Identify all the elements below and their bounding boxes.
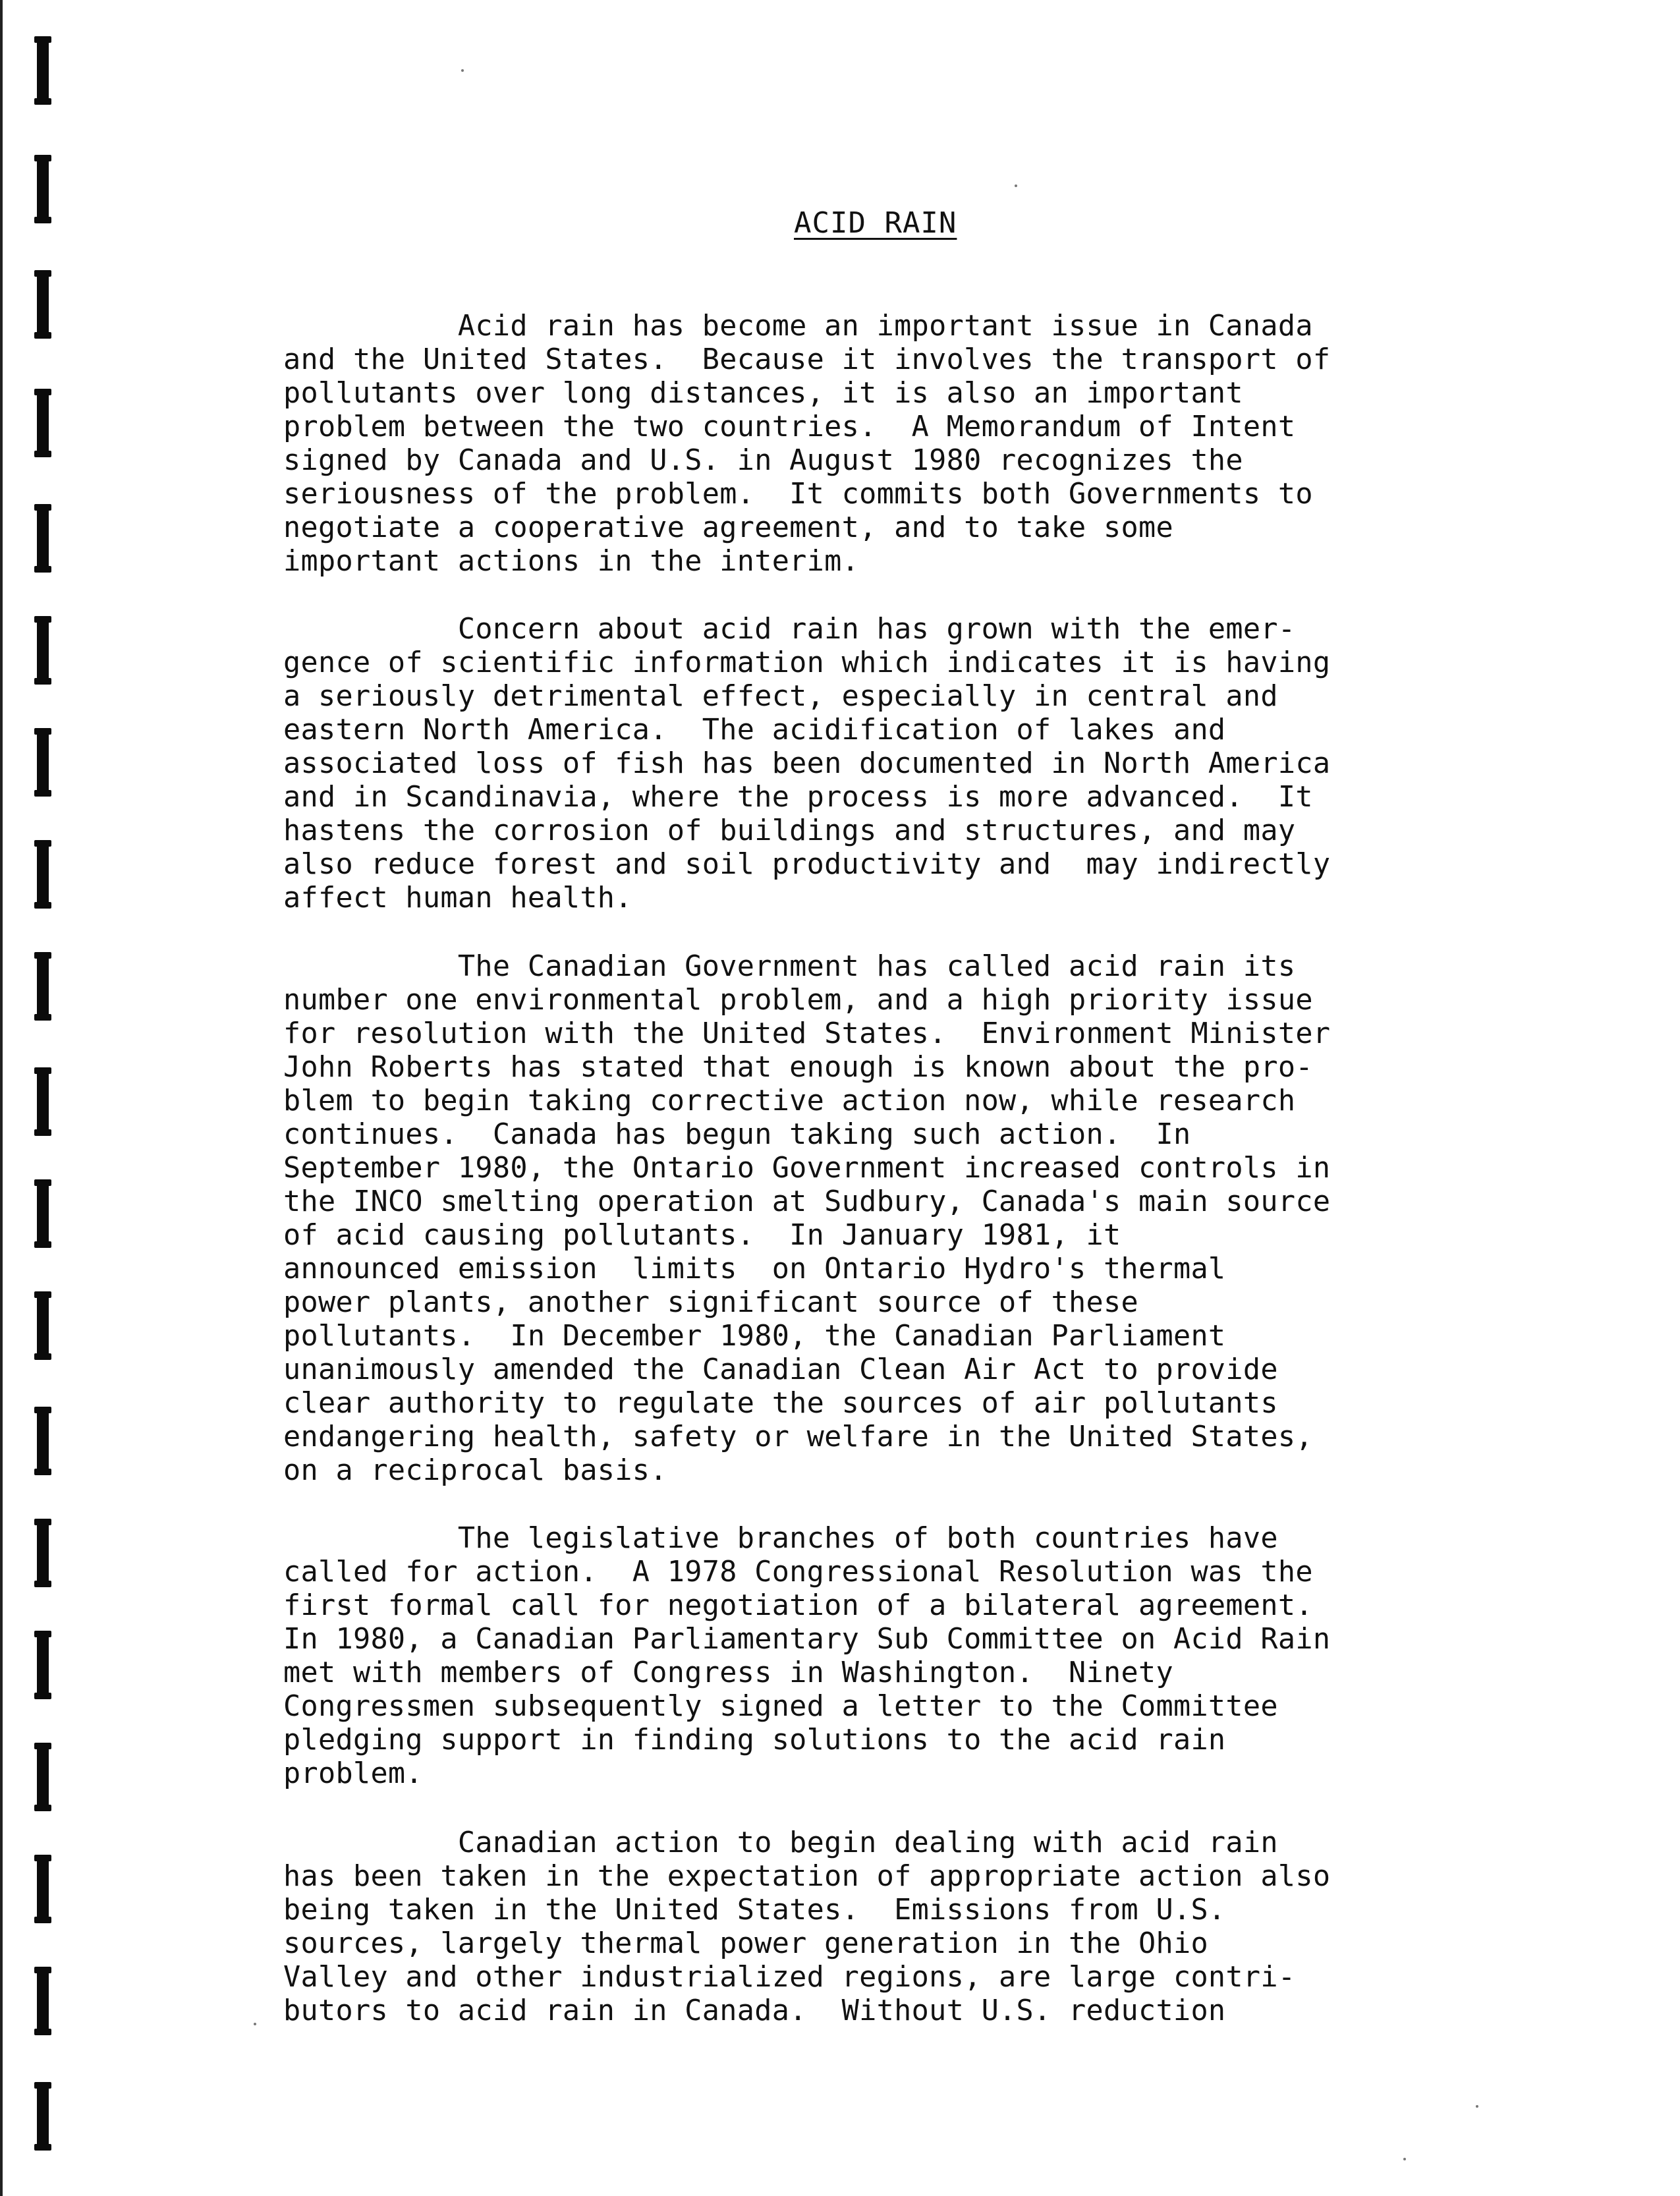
text-line: eastern North America. The acidification of lakes and	[283, 714, 1226, 746]
text-line: number one environmental problem, and a high priority issue	[283, 984, 1313, 1017]
paragraph-4	[283, 1522, 1522, 1791]
text-line: The legislative branches of both countries have	[283, 1522, 1278, 1555]
text-line: associated loss of fish has been documented in North America	[283, 747, 1331, 780]
text-line: met with members of Congress in Washington. Ninety	[283, 1656, 1173, 1689]
binding-bar	[37, 728, 49, 797]
scan-speck	[1015, 184, 1017, 187]
text-line: important actions in the interim.	[283, 545, 860, 578]
text-line: hastens the corrosion of buildings and structures, and may	[283, 814, 1296, 847]
text-line: John Roberts has stated that enough is known about the pro-	[283, 1051, 1313, 1084]
text-line: In 1980, a Canadian Parliamentary Sub Committee on Acid Rain	[283, 1623, 1331, 1656]
binding-bar	[37, 155, 49, 223]
paragraph-2	[283, 613, 1522, 915]
binding-bar	[37, 270, 49, 339]
text-line: sources, largely thermal power generation in the Ohio	[283, 1927, 1208, 1960]
scan-speck	[254, 2023, 256, 2025]
binding-bar	[37, 389, 49, 457]
text-line: called for action. A 1978 Congressional Resolution was the	[283, 1556, 1313, 1589]
text-line: problem.	[283, 1757, 423, 1790]
document-title: ACID RAIN	[794, 206, 957, 240]
paragraph-5	[283, 1826, 1522, 2028]
binding-bar	[37, 616, 49, 685]
binding-bar	[37, 504, 49, 573]
text-line: September 1980, the Ontario Government increased controls in	[283, 1152, 1331, 1185]
paragraph-1	[283, 310, 1522, 578]
text-line: power plants, another significant source of these	[283, 1286, 1138, 1319]
text-line: Acid rain has become an important issue in Canada	[283, 310, 1313, 343]
paragraph-3	[283, 950, 1522, 1488]
binding-bar	[37, 1631, 49, 1699]
text-line: blem to begin taking corrective action now, while research	[283, 1084, 1296, 1117]
text-line: of acid causing pollutants. In January 1981, it	[283, 1219, 1121, 1252]
page-edge-line	[0, 0, 3, 2196]
text-line: unanimously amended the Canadian Clean Air Act to provide	[283, 1353, 1278, 1386]
text-line: Congressmen subsequently signed a letter to the Committee	[283, 1690, 1278, 1723]
text-line: clear authority to regulate the sources of air pollutants	[283, 1387, 1278, 1420]
text-line: endangering health, safety or welfare in the United States,	[283, 1421, 1313, 1453]
text-line: for resolution with the United States. Environment Minister	[283, 1017, 1331, 1050]
text-line: being taken in the United States. Emissions from U.S.	[283, 1894, 1226, 1927]
scan-speck	[461, 69, 464, 72]
text-line: a seriously detrimental effect, especially in central and	[283, 680, 1278, 713]
binding-bar	[37, 1519, 49, 1587]
scan-speck	[1476, 2105, 1478, 2108]
text-line: affect human health.	[283, 882, 632, 915]
binding-bar	[37, 1067, 49, 1136]
binding-bar	[37, 840, 49, 909]
text-line: first formal call for negotiation of a bilateral agreement.	[283, 1589, 1313, 1622]
text-line: Canadian action to begin dealing with acid rain	[283, 1826, 1278, 1859]
text-line: pollutants over long distances, it is also an important	[283, 377, 1243, 410]
text-line: The Canadian Government has called acid rain its	[283, 950, 1296, 983]
text-line: the INCO smelting operation at Sudbury, Canada's main source	[283, 1185, 1331, 1218]
text-line: and the United States. Because it involves the transport of	[283, 343, 1331, 376]
text-line: gence of scientific information which indicates it is having	[283, 646, 1331, 679]
text-line: also reduce forest and soil productivity and may indirectly	[283, 848, 1331, 881]
text-line: has been taken in the expectation of appropriate action also	[283, 1860, 1331, 1893]
text-line: continues. Canada has begun taking such action. In	[283, 1118, 1191, 1151]
binding-bar	[37, 1291, 49, 1360]
text-line: problem between the two countries. A Memorandum of Intent	[283, 410, 1296, 443]
binding-bar	[37, 952, 49, 1021]
binding-bar	[37, 1967, 49, 2035]
binding-bar	[37, 36, 49, 105]
binding-bar	[37, 2082, 49, 2151]
binding-bar	[37, 1179, 49, 1248]
text-line: announced emission limits on Ontario Hydro's thermal	[283, 1253, 1226, 1285]
text-line: Valley and other industrialized regions, are large contri-	[283, 1961, 1296, 1994]
text-line: negotiate a cooperative agreement, and to take some	[283, 511, 1173, 544]
scan-speck	[1403, 2158, 1406, 2160]
text-line: signed by Canada and U.S. in August 1980 recognizes the	[283, 444, 1243, 477]
binding-bar	[37, 1855, 49, 1923]
text-line: seriousness of the problem. It commits both Governments to	[283, 478, 1313, 511]
text-line: and in Scandinavia, where the process is more advanced. It	[283, 781, 1313, 814]
text-line: pledging support in finding solutions to the acid rain	[283, 1724, 1226, 1757]
binding-bar	[37, 1743, 49, 1811]
binding-bar	[37, 1407, 49, 1475]
text-line: Concern about acid rain has grown with the emer-	[283, 613, 1296, 646]
text-line: pollutants. In December 1980, the Canadian Parliament	[283, 1320, 1226, 1353]
text-line: on a reciprocal basis.	[283, 1454, 667, 1487]
text-line: butors to acid rain in Canada. Without U.S. reduction	[283, 1994, 1226, 2027]
